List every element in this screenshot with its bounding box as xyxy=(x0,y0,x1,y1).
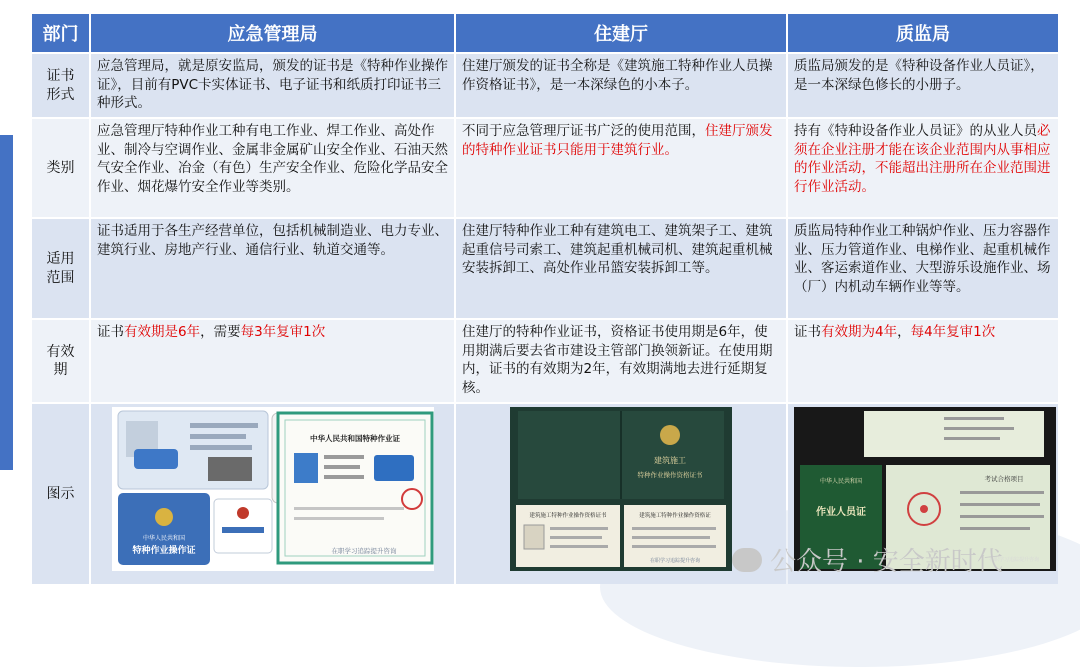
row-label-line: 证书 xyxy=(46,68,75,84)
cell-text: ，需要 xyxy=(200,324,241,340)
row-label-form xyxy=(32,54,89,117)
cell-scope-construction xyxy=(456,219,786,318)
cell-category-construction xyxy=(456,119,786,217)
row-label-line: 图示 xyxy=(46,485,75,502)
row-form xyxy=(32,54,1058,117)
emergency-certificate-image xyxy=(112,407,434,571)
highlight-text: 每4年复审1次 xyxy=(910,324,996,340)
cell-form-emergency xyxy=(91,54,454,117)
cell-validity-quality xyxy=(788,320,1058,402)
watermark xyxy=(732,541,1003,578)
emergency-paper-title-text: 中华人民共和国特种作业证 xyxy=(309,434,400,443)
construction-book-line2: 特种作业操作资格证书 xyxy=(637,471,703,479)
row-category xyxy=(32,119,1058,217)
row-label-category xyxy=(32,119,89,217)
row-label-line: 适用 xyxy=(46,251,75,267)
quality-caption-text: 在职学习追踪提升咨询 xyxy=(988,557,1040,563)
cell-scope-emergency xyxy=(91,219,454,318)
cell-text: 不同于应急管理厅证书广泛的使用范围， xyxy=(462,123,705,139)
cell-form-quality xyxy=(788,54,1058,117)
quality-page-title-text: 考试合格项目 xyxy=(984,475,1024,483)
row-label-line: 有效 xyxy=(46,343,75,360)
row-label-line: 形式 xyxy=(46,86,75,103)
cell-validity-construction xyxy=(456,320,786,402)
highlight-text: 每3年复审1次 xyxy=(240,324,326,340)
row-label-figure xyxy=(32,404,89,584)
cell-text: 质监局颁发的是《特种设备作业人员证》，是一本深绿色修长的小册子。 xyxy=(794,58,1044,93)
emergency-caption-text: 在职学习追踪提升咨询 xyxy=(331,547,396,555)
cell-text: 证书 xyxy=(794,324,821,340)
cell-validity-emergency xyxy=(91,320,454,402)
row-label-line: 类别 xyxy=(46,159,75,176)
emergency-card-title-text: 特种作业操作证 xyxy=(131,546,196,556)
cell-text: 住建厅的特种作业证书，资格证书使用期是6年，使用期满后要去省市建设主管部门换领新证。在使用期内，证书的有效期为2年，有效期满地去进行延期复核。 xyxy=(462,324,773,396)
row-label-validity xyxy=(32,320,89,402)
construction-certificate-svg xyxy=(510,407,732,571)
quality-cover-small-text: 中华人民共和国 xyxy=(819,478,863,485)
cell-form-construction xyxy=(456,54,786,117)
cell-text: 应急管理局，就是原安监局，颁发的证书是《特种作业操作证》，目前有PVC卡实体证书、电子证书和纸质打印证书三种形式。 xyxy=(97,58,448,111)
cell-category-quality xyxy=(788,119,1058,217)
cell-text: ， xyxy=(897,324,911,340)
row-label-scope xyxy=(32,219,89,318)
construction-caption-text: 在职学习追踪提升咨询 xyxy=(649,558,701,564)
emergency-certificate-svg xyxy=(112,407,434,571)
header-construction: 住建厅 xyxy=(456,14,786,52)
cell-text: 住建厅特种作业工种有建筑电工、建筑架子工、建筑起重信号司索工、建筑起重机械司机、建筑起重机械安装拆卸工、高处作业吊篮安装拆卸工等。 xyxy=(462,223,773,276)
row-scope xyxy=(32,219,1058,318)
cell-text: 证书适用于各生产经营单位，包括机械制造业、电力专业、建筑行业、房地产行业、通信行业、轨道交通等。 xyxy=(97,223,448,258)
left-accent-bar xyxy=(0,135,13,470)
construction-certificate-image xyxy=(510,407,732,571)
cell-text: 住建厅颁发的证书全称是《建筑施工特种作业人员操作资格证书》，是一本深绿色的小本子。 xyxy=(462,58,773,93)
cell-text: 持有《特种设备作业人员证》的从业人员 xyxy=(794,123,1037,139)
cell-category-emergency xyxy=(91,119,454,217)
header-row xyxy=(32,14,1058,52)
quality-cover-big-text: 作业人员证 xyxy=(816,507,866,518)
row-label-line: 范围 xyxy=(46,269,75,286)
construction-page-left-title: 建筑施工特种作业操作资格证书 xyxy=(529,513,607,519)
cell-scope-quality xyxy=(788,219,1058,318)
watermark-text: 公众号 · 安全新时代 xyxy=(770,547,1003,577)
header-quality: 质监局 xyxy=(788,14,1058,52)
wechat-icon xyxy=(732,548,762,572)
cell-text: 应急管理厅特种作业工种有电工作业、焊工作业、高处作业、制冷与空调作业、金属非金属矿山安全作业、石油天然气安全作业、冶金（有色）生产安全作业、危险化学品安全作业、烟花爆竹安全作业等类别。 xyxy=(97,123,448,195)
highlight-text: 必须在企业注册才能在该企业范围内从事相应的作业活动，不能超出注册所在企业范围进行作业活动。 xyxy=(794,123,1051,195)
highlight-text: 有效期是6年 xyxy=(124,324,201,340)
emergency-card-country-text: 中华人民共和国 xyxy=(142,535,185,542)
highlight-text: 有效期为4年 xyxy=(821,324,898,340)
cell-figure-emergency xyxy=(91,404,454,584)
header-department: 部门 xyxy=(32,14,89,52)
cell-text: 证书 xyxy=(97,324,124,340)
header-emergency: 应急管理局 xyxy=(91,14,454,52)
highlight-text: 住建厅颁发的特种作业证书只能用于建筑行业。 xyxy=(462,123,773,158)
row-label-line: 期 xyxy=(53,362,68,378)
construction-page-right-title: 建筑施工特种作业操作资格证 xyxy=(639,513,711,519)
cell-text: 质监局特种作业工种锅炉作业、压力容器作业、压力管道作业、电梯作业、起重机械作业、客运索道作业、大型游乐设施作业、场（厂）内机动车辆作业等等。 xyxy=(794,223,1051,295)
row-validity xyxy=(32,320,1058,402)
comparison-table xyxy=(30,12,1060,586)
construction-book-line1: 建筑施工 xyxy=(654,456,686,465)
